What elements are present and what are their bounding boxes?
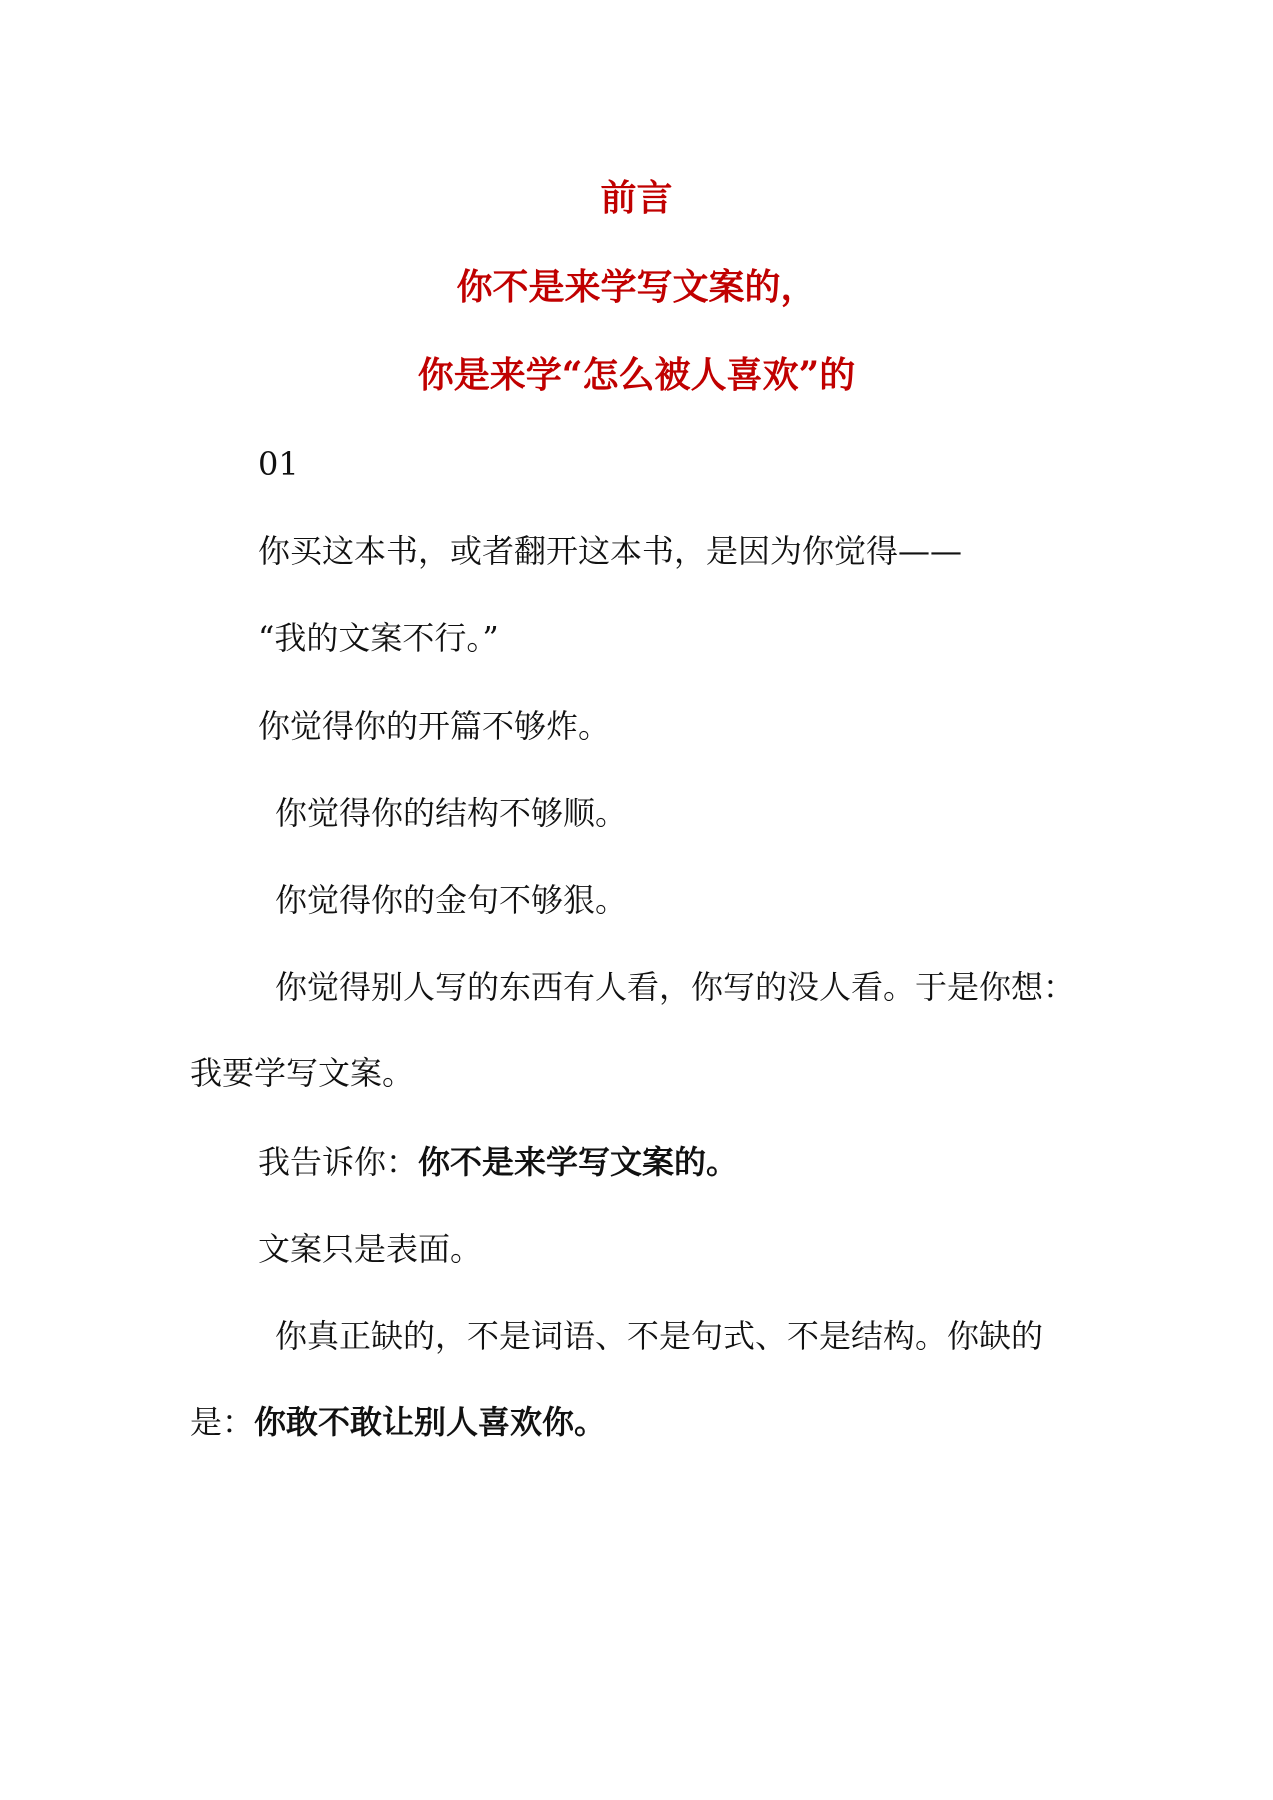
paragraph-9-line-2 bbox=[190, 1401, 606, 1443]
paragraph-6-line-2: 我要学写文案。 bbox=[190, 1054, 415, 1092]
paragraph-7-emphasis: 你不是来学写文案的。 bbox=[418, 1143, 739, 1181]
paragraph-5: 你觉得你的金句不够狠。 bbox=[275, 881, 628, 919]
paragraph-2: “我的文案不行。” bbox=[258, 619, 499, 657]
paragraph-9-lead: 是： bbox=[190, 1403, 255, 1441]
paragraph-7 bbox=[258, 1141, 738, 1183]
paragraph-8: 文案只是表面。 bbox=[258, 1230, 483, 1268]
section-number: 01 bbox=[258, 445, 299, 483]
subtitle-line-1: 你不是来学写文案的， bbox=[456, 266, 817, 308]
paragraph-1: 你买这本书，或者翻开这本书，是因为你觉得—— bbox=[258, 532, 963, 570]
paragraph-7-lead: 我告诉你： bbox=[258, 1143, 419, 1181]
subtitle-line-2: 你是来学“怎么被人喜欢”的 bbox=[417, 354, 856, 396]
paragraph-3: 你觉得你的开篇不够炸。 bbox=[258, 707, 611, 745]
paragraph-9-emphasis: 你敢不敢让别人喜欢你。 bbox=[254, 1403, 607, 1441]
paragraph-4: 你觉得你的结构不够顺。 bbox=[275, 794, 628, 832]
paragraph-9-line-1: 你真正缺的，不是词语、不是句式、不是结构。你缺的 bbox=[275, 1317, 1044, 1355]
paragraph-6-line-1: 你觉得别人写的东西有人看，你写的没人看。于是你想： bbox=[275, 968, 1076, 1006]
preface-title: 前言 bbox=[600, 177, 673, 219]
